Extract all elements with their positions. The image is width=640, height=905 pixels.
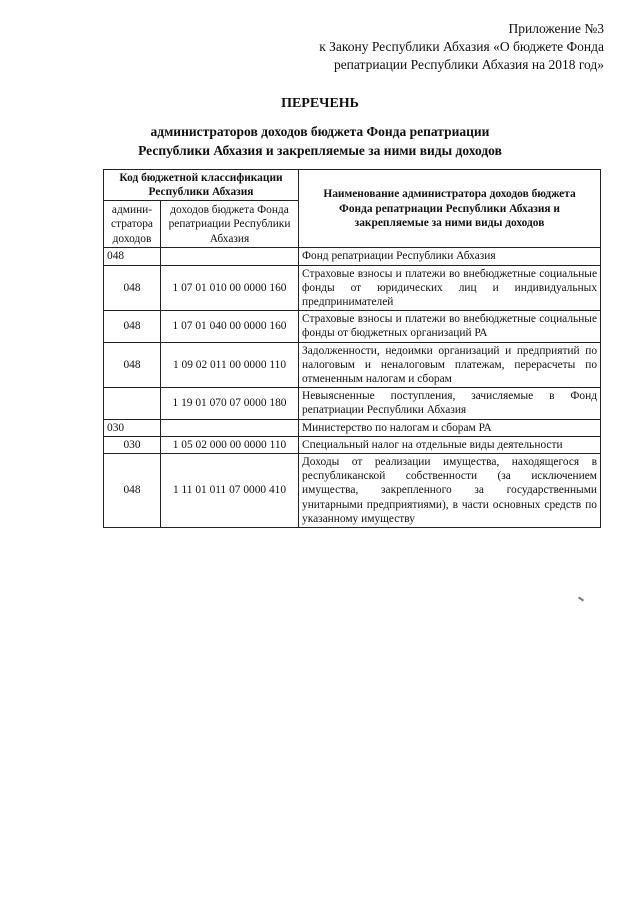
subtitle-line-1: администраторов доходов бюджета Фонда репатриации bbox=[150, 124, 490, 139]
table-row bbox=[104, 265, 601, 311]
income-code-header: доходов бюджета Фонда репатриации Республики Абхазия bbox=[161, 201, 299, 248]
appendix-line-3: репатриации Республики Абхазия на 2018 год» bbox=[333, 57, 604, 72]
row-income-code bbox=[161, 248, 299, 265]
row-admin-code: 048 bbox=[104, 265, 161, 311]
appendix-line-1: Приложение №3 bbox=[508, 21, 604, 36]
row-name: Специальный налог на отдельные виды деятельности bbox=[299, 436, 601, 453]
administrator-name-header: Наименование администратора доходов бюджета Фонда репатриации Республики Абхазия и закрепляемые за ними виды доходов bbox=[299, 170, 601, 248]
table-row bbox=[104, 454, 601, 528]
table-row bbox=[104, 436, 601, 453]
budget-classification-header: Код бюджетной классификации Республики Абхазия bbox=[104, 170, 299, 201]
row-income-code bbox=[161, 419, 299, 436]
table-row bbox=[104, 342, 601, 388]
scan-speck bbox=[578, 596, 584, 601]
subtitle-line-2: Республики Абхазия и закрепляемые за ними виды доходов bbox=[138, 143, 502, 158]
row-admin-code: 030 bbox=[104, 436, 161, 453]
admin-code-header: админи-стратора доходов bbox=[104, 201, 161, 248]
row-admin-code: 048 bbox=[104, 248, 161, 265]
table-row bbox=[104, 248, 601, 265]
row-name: Невыясненные поступления, зачисляемые в Фонд репатриации Республики Абхазия bbox=[299, 388, 601, 419]
row-name: Задолженности, недоимки организаций и предприятий по налоговым и неналоговым платежам, перерасчеты по отмененным налогам и сборам bbox=[299, 342, 601, 388]
table-row bbox=[104, 388, 601, 419]
row-admin-code: 048 bbox=[104, 454, 161, 528]
row-name: Министерство по налогам и сборам РА bbox=[299, 419, 601, 436]
appendix-line-2: к Закону Республики Абхазия «О бюджете Фонда bbox=[319, 39, 604, 54]
document-title: ПЕРЕЧЕНЬ bbox=[281, 96, 359, 111]
table-row bbox=[104, 311, 601, 342]
row-income-code: 1 19 01 070 07 0000 180 bbox=[161, 388, 299, 419]
row-admin-code: 048 bbox=[104, 311, 161, 342]
row-name: Доходы от реализации имущества, находящегося в республиканской собственности (за исключением имущества, закрепленного за государственными унитарными предприятиями), в части основных средств по указанному имуществу bbox=[299, 454, 601, 528]
row-name: Страховые взносы и платежи во внебюджетные социальные фонды от юридических лиц и индивидуальных предпринимателей bbox=[299, 265, 601, 311]
row-name: Страховые взносы и платежи во внебюджетные социальные фонды от бюджетных организаций РА bbox=[299, 311, 601, 342]
row-income-code: 1 09 02 011 00 0000 110 bbox=[161, 342, 299, 388]
administrators-table bbox=[103, 169, 601, 528]
document-subtitle bbox=[0, 122, 640, 160]
table-header-row bbox=[104, 170, 601, 201]
row-income-code: 1 07 01 040 00 0000 160 bbox=[161, 311, 299, 342]
appendix-note bbox=[184, 20, 604, 74]
row-income-code: 1 07 01 010 00 0000 160 bbox=[161, 265, 299, 311]
row-admin-code: 048 bbox=[104, 342, 161, 388]
table-row bbox=[104, 419, 601, 436]
row-name: Фонд репатриации Республики Абхазия bbox=[299, 248, 601, 265]
row-admin-code: 030 bbox=[104, 419, 161, 436]
row-income-code: 1 11 01 011 07 0000 410 bbox=[161, 454, 299, 528]
row-income-code: 1 05 02 000 00 0000 110 bbox=[161, 436, 299, 453]
row-admin-code bbox=[104, 388, 161, 419]
